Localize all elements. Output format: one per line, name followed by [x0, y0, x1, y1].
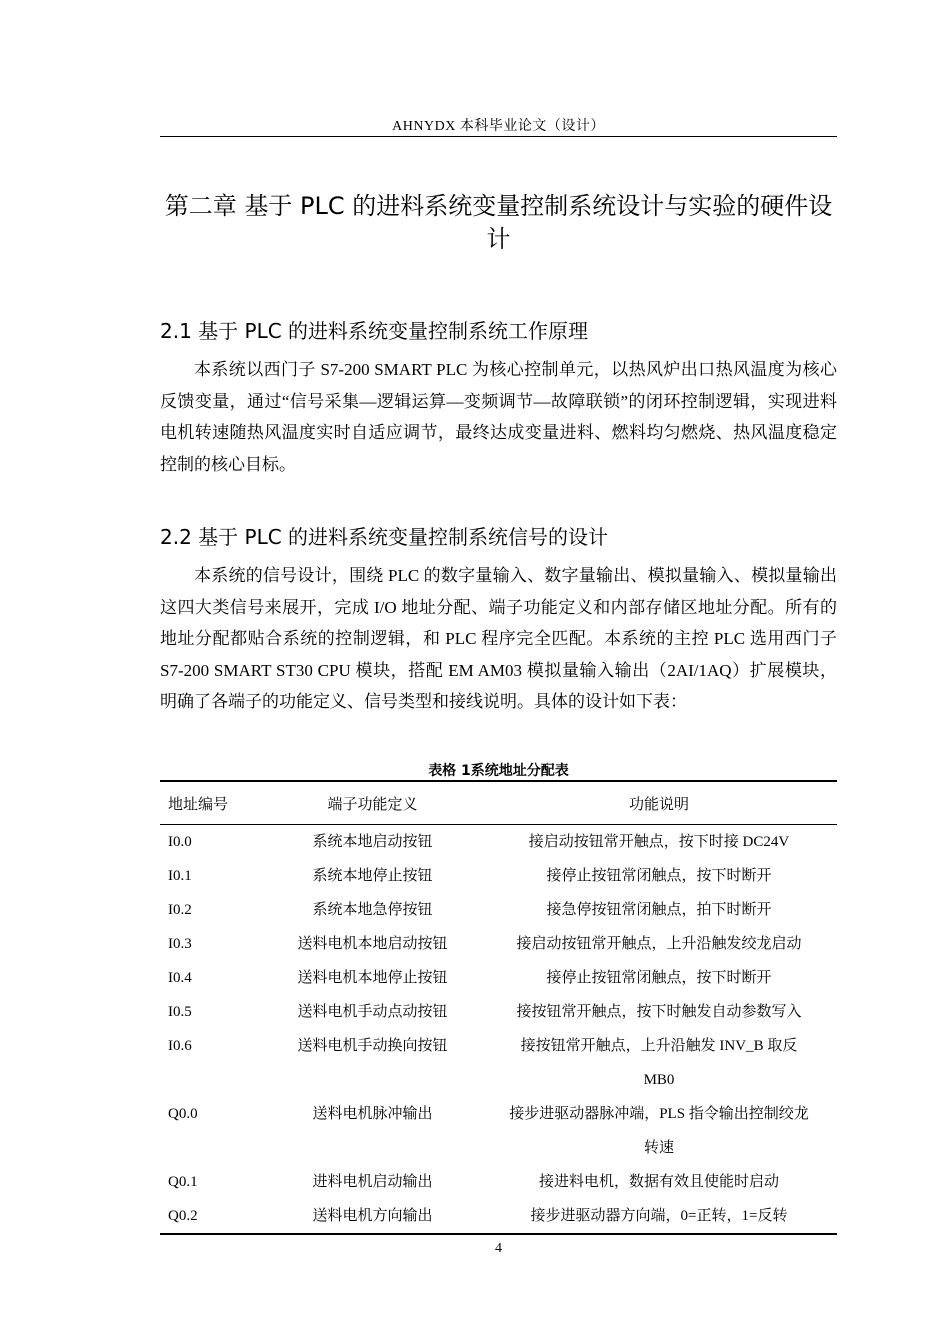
column-header-terminal-function: 端子功能定义	[264, 781, 481, 825]
function-cell: 进料电机启动输出	[312, 1174, 433, 1190]
section-heading-2-1: 2.1 基于 PLC 的进料系统变量控制系统工作原理	[160, 319, 589, 343]
description-cell: 接步进驱动器脉冲端，PLS 指令输出控制绞龙	[509, 1106, 809, 1122]
table-row	[160, 825, 837, 860]
description-cell: 接停止按钮常闭触点，按下时断开	[546, 868, 772, 884]
description-cell: 接按钮常开触点，按下时触发自动参数写入	[516, 1004, 802, 1020]
description-cell: 接进料电机，数据有效且使能时启动	[538, 1174, 779, 1190]
chapter-title: 第二章 基于 PLC 的进料系统变量控制系统设计与实验的硬件设计	[164, 192, 833, 253]
table-row	[160, 927, 837, 961]
function-cell	[264, 1131, 481, 1165]
page-header: AHNYDX 本科毕业论文（设计）	[392, 119, 605, 134]
section-heading-2-2: 2.2 基于 PLC 的进料系统变量控制系统信号的设计	[160, 525, 609, 549]
address-cell	[160, 1131, 264, 1165]
function-cell: 送料电机脉冲输出	[312, 1106, 433, 1122]
section-2-2-paragraph: 本系统的信号设计，围绕 PLC 的数字量输入、数字量输出、模拟量输入、模拟量输出这四大类信号来展开，完成 I/O 地址分配、端子功能定义和内部存储区地址分配。所有的地址分配都贴合系统的控制逻辑，和 PLC 程序完全匹配。本系统的主控 PLC 选用西门子 S7-200 SMART ST30 CPU 模块，搭配 EM AM03 模拟量输入输出（2AI/1AQ）扩展模块，明确了各端子的功能定义、信号类型和接线说明。具体的设计如下表：	[160, 566, 837, 711]
column-header-address: 地址编号	[160, 781, 264, 825]
table-header-row	[160, 781, 837, 825]
address-cell: I0.6	[168, 1038, 192, 1054]
function-cell: 送料电机方向输出	[264, 1199, 481, 1234]
address-cell: I0.0	[168, 834, 192, 850]
description-cell: 接步进驱动器方向端，0=正转，1=反转	[481, 1199, 837, 1234]
address-cell: I0.2	[168, 902, 192, 918]
function-cell: 送料电机手动点动按钮	[297, 1004, 448, 1020]
table-row	[160, 1063, 837, 1097]
address-cell: Q0.1	[168, 1174, 198, 1190]
description-cell: 接启动按钮常开触点，上升沿触发绞龙启动	[516, 936, 802, 952]
column-header-description: 功能说明	[481, 781, 837, 825]
table-row	[160, 1165, 837, 1199]
table-row	[160, 961, 837, 995]
table-row	[160, 1029, 837, 1063]
description-cell: 接停止按钮常闭触点，按下时断开	[546, 970, 772, 986]
address-allocation-table	[160, 780, 837, 1235]
address-cell	[160, 1063, 264, 1097]
function-cell: 系统本地停止按钮	[312, 868, 433, 884]
table-row	[160, 1131, 837, 1165]
table-row	[160, 995, 837, 1029]
address-cell: Q0.2	[160, 1199, 264, 1234]
description-cell: 接急停按钮常闭触点，拍下时断开	[546, 902, 772, 918]
function-cell: 送料电机本地启动按钮	[297, 936, 448, 952]
address-cell: I0.3	[168, 936, 192, 952]
description-cell: MB0	[643, 1072, 675, 1088]
function-cell: 送料电机手动换向按钮	[297, 1038, 448, 1054]
table-caption: 表格 1系统地址分配表	[428, 763, 569, 779]
address-cell: I0.4	[168, 970, 192, 986]
address-cell: I0.1	[168, 868, 192, 884]
function-cell: 系统本地急停按钮	[312, 902, 433, 918]
description-cell: 转速	[643, 1140, 674, 1156]
header-rule	[160, 136, 837, 137]
address-cell: Q0.0	[168, 1106, 198, 1122]
section-2-1-paragraph: 本系统以西门子 S7-200 SMART PLC 为核心控制单元，以热风炉出口热风温度为核心反馈变量，通过“信号采集—逻辑运算—变频调节—故障联锁”的闭环控制逻辑，实现进料电机转速随热风温度实时自适应调节，最终达成变量进料、燃料均匀燃烧、热风温度稳定控制的核心目标。	[160, 360, 837, 474]
table-row	[160, 859, 837, 893]
function-cell: 系统本地启动按钮	[312, 834, 433, 850]
description-cell: 接按钮常开触点，上升沿触发 INV_B 取反	[520, 1038, 798, 1054]
function-cell	[264, 1063, 481, 1097]
table-row	[160, 1199, 837, 1234]
function-cell: 送料电机本地停止按钮	[297, 970, 448, 986]
address-cell: I0.5	[168, 1004, 192, 1020]
table-row	[160, 1097, 837, 1131]
page-number: 4	[495, 1241, 502, 1256]
table-row	[160, 893, 837, 927]
description-cell: 接启动按钮常开触点，按下时接 DC24V	[528, 834, 790, 850]
